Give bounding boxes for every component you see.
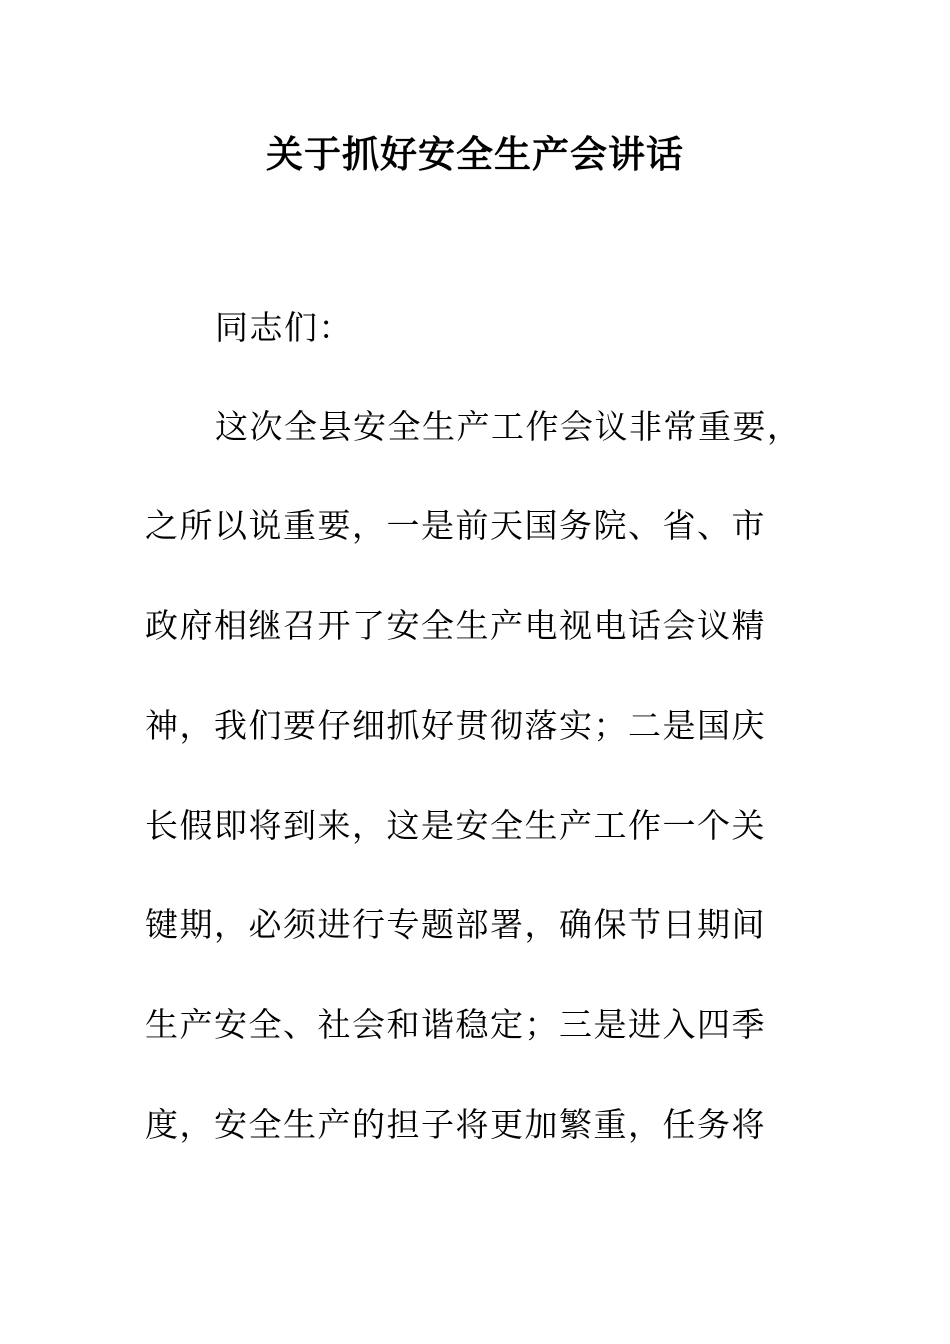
body-line-4: 神，我们要仔细抓好贯彻落实；二是国庆 bbox=[145, 706, 766, 745]
body-line-3: 政府相继召开了安全生产电视电话会议精 bbox=[145, 606, 766, 645]
body-line-1: 这次全县安全生产工作会议非常重要， bbox=[215, 407, 802, 446]
body-line-8: 度，安全生产的担子将更加繁重，任务将 bbox=[145, 1105, 766, 1144]
body-line-6: 键期，必须进行专题部署，确保节日期间 bbox=[145, 905, 766, 944]
body-line-7: 生产安全、社会和谐稳定；三是进入四季 bbox=[145, 1005, 766, 1044]
body-line-5: 长假即将到来，这是安全生产工作一个关 bbox=[145, 806, 766, 845]
salutation: 同志们： bbox=[215, 308, 353, 347]
body-line-2: 之所以说重要，一是前天国务院、省、市 bbox=[145, 506, 766, 545]
document-title: 关于抓好安全生产会讲话 bbox=[266, 132, 684, 176]
